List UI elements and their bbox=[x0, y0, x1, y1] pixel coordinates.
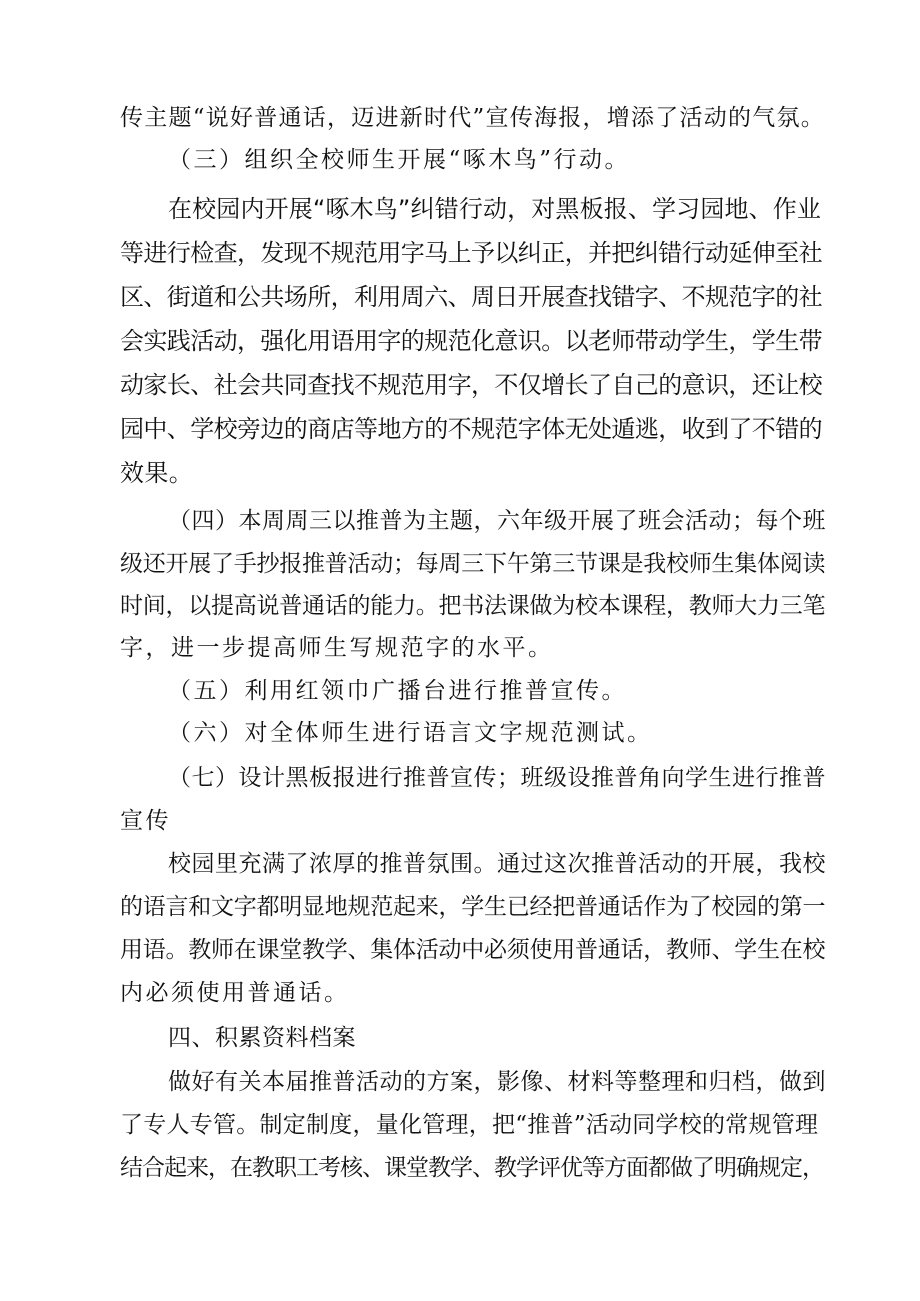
text-line: 宣传 bbox=[120, 808, 171, 834]
text-line: 园中、学校旁边的商店等地方的不规范字体无处遁逃，收到了不错的 bbox=[120, 415, 822, 443]
text-line: 动家长、社会共同查找不规范用字，不仅增长了自己的意识，还让校 bbox=[120, 371, 822, 399]
text-line: 用语。教师在课堂教学、集体活动中必须使用普通话，教师、学生在校 bbox=[120, 937, 826, 963]
text-line: 时间，以提高说普通话的能力。把书法课做为校本课程，教师大力三笔 bbox=[120, 593, 826, 619]
text-line: （六）对全体师生进行语言文字规范测试。 bbox=[168, 720, 653, 746]
text-line: 的语言和文字都明显地规范起来，学生已经把普通话作为了校园的第一 bbox=[120, 894, 826, 920]
text-line: 等进行检查，发现不规范用字马上予以纠正，并把纠错行动延伸至社 bbox=[120, 239, 822, 267]
text-line: 传主题“说好普通话，迈进新时代”宣传海报，增添了活动的气氛。 bbox=[120, 105, 826, 131]
text-line: 区、街道和公共场所，利用周六、周日开展查找错字、不规范字的社 bbox=[120, 283, 822, 311]
text-line: 效果。 bbox=[120, 459, 194, 487]
text-line: （七）设计黑板报进行推普宣传；班级设推普角向学生进行推普 bbox=[168, 765, 826, 791]
text-line: （三）组织全校师生开展“啄木鸟”行动。 bbox=[168, 147, 631, 173]
text-line: 校园里充满了浓厚的推普氛围。通过这次推普活动的开展，我校 bbox=[168, 851, 826, 877]
text-line: 字，进一步提高师生写规范字的水平。 bbox=[120, 635, 554, 661]
text-line: （四）本周周三以推普为主题，六年级开展了班会活动；每个班 bbox=[168, 508, 826, 534]
text-line: （五）利用红领巾广播台进行推普宣传。 bbox=[168, 678, 627, 704]
text-line: 会实践活动，强化用语用字的规范化意识。以老师带动学生，学生带 bbox=[120, 327, 822, 355]
text-line: 结合起来，在教职工考核、课堂教学、教学评优等方面都做了明确规定， bbox=[120, 1155, 824, 1181]
text-line: 了专人专管。制定制度，量化管理，把“推普”活动同学校的常规管理 bbox=[120, 1112, 819, 1138]
text-line: 在校园内开展“啄木鸟”纠错行动，对黑板报、学习园地、作业 bbox=[168, 195, 822, 223]
section-title: 四、积累资料档案 bbox=[168, 1025, 356, 1051]
text-line: 做好有关本届推普活动的方案，影像、材料等整理和归档，做到 bbox=[168, 1069, 826, 1095]
text-line: 内必须使用普通话。 bbox=[120, 980, 350, 1006]
text-line: 级还开展了手抄报推普活动；每周三下午第三节课是我校师生集体阅读 bbox=[120, 551, 826, 577]
